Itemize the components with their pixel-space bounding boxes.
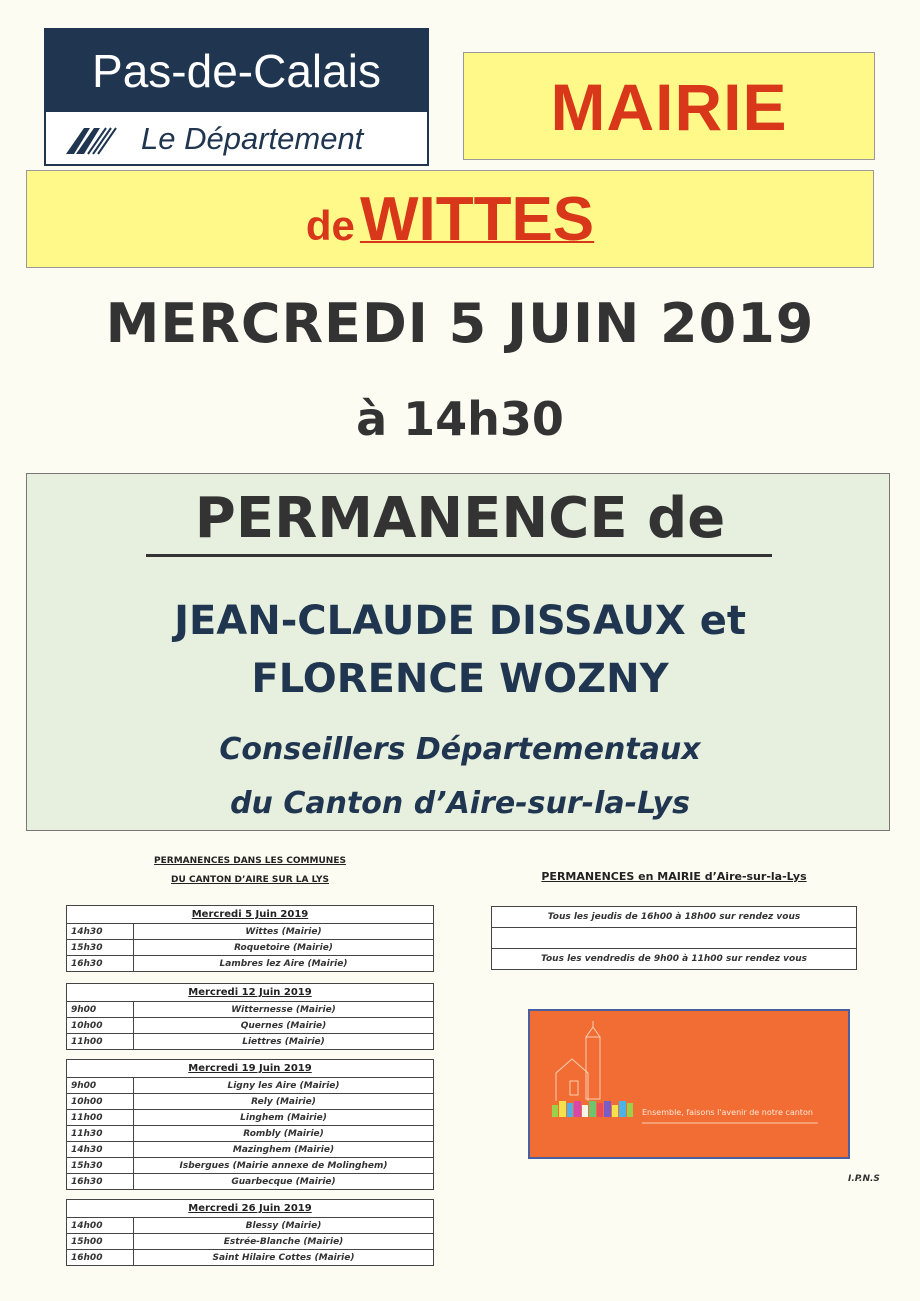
church-village-icon [530, 1011, 848, 1157]
commune-banner [26, 170, 874, 268]
schedule-place: Roquetoire (Mairie) [134, 940, 434, 956]
schedule-place: Ligny les Aire (Mairie) [134, 1078, 434, 1094]
schedule-time: 11h00 [67, 1034, 134, 1050]
schedule-place: Rely (Mairie) [134, 1094, 434, 1110]
schedule-table-1 [66, 983, 434, 1050]
campaign-banner [528, 1009, 850, 1159]
names-line-1: JEAN-CLAUDE DISSAUX et [174, 598, 746, 644]
permanence-title: PERMANENCE de [194, 486, 726, 551]
table-row [67, 1078, 434, 1094]
schedule-caption-1: PERMANENCES DANS LES COMMUNES [154, 856, 346, 866]
schedule-table-0 [66, 905, 434, 972]
schedule-table-2 [66, 1059, 434, 1190]
title-underline [146, 554, 772, 557]
schedule-place: Guarbecque (Mairie) [134, 1174, 434, 1190]
commune-prefix: de [305, 202, 355, 249]
schedule-time: 14h00 [67, 1218, 134, 1234]
logo-subtitle: Le Département [141, 121, 364, 156]
table-row [67, 1126, 434, 1142]
schedule-time: 10h00 [67, 1018, 134, 1034]
schedule-place: Witternesse (Mairie) [134, 1002, 434, 1018]
table-row [492, 949, 857, 970]
role-line-1: Conseillers Départementaux [219, 732, 701, 767]
schedule-time: 15h30 [67, 1158, 134, 1174]
schedule-time: 15h30 [67, 940, 134, 956]
schedule-place: Saint Hilaire Cottes (Mairie) [134, 1250, 434, 1266]
table-row [492, 928, 857, 949]
schedule-date: Mercredi 19 Juin 2019 [67, 1060, 434, 1078]
ipns-mark: I.P.N.S [848, 1174, 880, 1184]
schedule-place: Linghem (Mairie) [134, 1110, 434, 1126]
schedule-time: 11h00 [67, 1110, 134, 1126]
table-row [67, 1174, 434, 1190]
table-row [67, 940, 434, 956]
schedule-date: Mercredi 12 Juin 2019 [67, 984, 434, 1002]
aire-permanences-caption: PERMANENCES en MAIRIE d’Aire-sur-la-Lys [541, 870, 807, 883]
names-line-2: FLORENCE WOZNY [251, 656, 669, 702]
table-row [492, 907, 857, 928]
table-row [67, 924, 434, 940]
schedule-time: 9h00 [67, 1002, 134, 1018]
schedule-place: Mazinghem (Mairie) [134, 1142, 434, 1158]
schedule-place: Estrée-Blanche (Mairie) [134, 1234, 434, 1250]
schedule-time: 9h00 [67, 1078, 134, 1094]
table-row [67, 1142, 434, 1158]
rendezvous-table [491, 906, 857, 970]
table-row [67, 1094, 434, 1110]
banner-slogan: Ensemble, faisons l'avenir de notre canton [642, 1108, 813, 1117]
table-row [67, 1110, 434, 1126]
table-row [67, 1218, 434, 1234]
table-row [67, 1034, 434, 1050]
schedule-time: 16h00 [67, 1250, 134, 1266]
schedule-place: Blessy (Mairie) [134, 1218, 434, 1234]
schedule-place: Isbergues (Mairie annexe de Molinghem) [134, 1158, 434, 1174]
schedule-time: 15h00 [67, 1234, 134, 1250]
schedule-time: 16h30 [67, 1174, 134, 1190]
schedule-date: Mercredi 26 Juin 2019 [67, 1200, 434, 1218]
schedule-place: Rombly (Mairie) [134, 1126, 434, 1142]
mairie-banner [463, 52, 875, 160]
schedule-time: 14h30 [67, 924, 134, 940]
schedule-table-3 [66, 1199, 434, 1266]
schedule-place: Wittes (Mairie) [134, 924, 434, 940]
schedule-time: 14h30 [67, 1142, 134, 1158]
rendezvous-cell: Tous les vendredis de 9h00 à 11h00 sur rendez vous [492, 949, 857, 970]
schedule-time: 11h30 [67, 1126, 134, 1142]
rendezvous-cell: Tous les jeudis de 16h00 à 18h00 sur rendez vous [492, 907, 857, 928]
schedule-place: Lambres lez Aire (Mairie) [134, 956, 434, 972]
table-row [67, 1158, 434, 1174]
rendezvous-cell [492, 928, 857, 949]
schedule-caption-2: DU CANTON D’AIRE SUR LA LYS [171, 875, 329, 885]
schedule-place: Quernes (Mairie) [134, 1018, 434, 1034]
schedule-place: Liettres (Mairie) [134, 1034, 434, 1050]
table-row [67, 1018, 434, 1034]
table-row [67, 956, 434, 972]
mairie-label: MAIRIE [550, 70, 788, 144]
table-row [67, 1234, 434, 1250]
pas-de-calais-logo [44, 28, 429, 166]
role-line-2: du Canton d’Aire-sur-la-Lys [230, 786, 690, 821]
event-date: MERCREDI 5 JUIN 2019 [105, 292, 815, 355]
event-time: à 14h30 [356, 392, 564, 446]
table-row [67, 1250, 434, 1266]
schedule-time: 16h30 [67, 956, 134, 972]
schedule-date: Mercredi 5 Juin 2019 [67, 906, 434, 924]
schedule-time: 10h00 [67, 1094, 134, 1110]
commune-name: WITTES [359, 185, 595, 254]
table-row [67, 1002, 434, 1018]
logo-department-name: Pas-de-Calais [46, 30, 427, 112]
